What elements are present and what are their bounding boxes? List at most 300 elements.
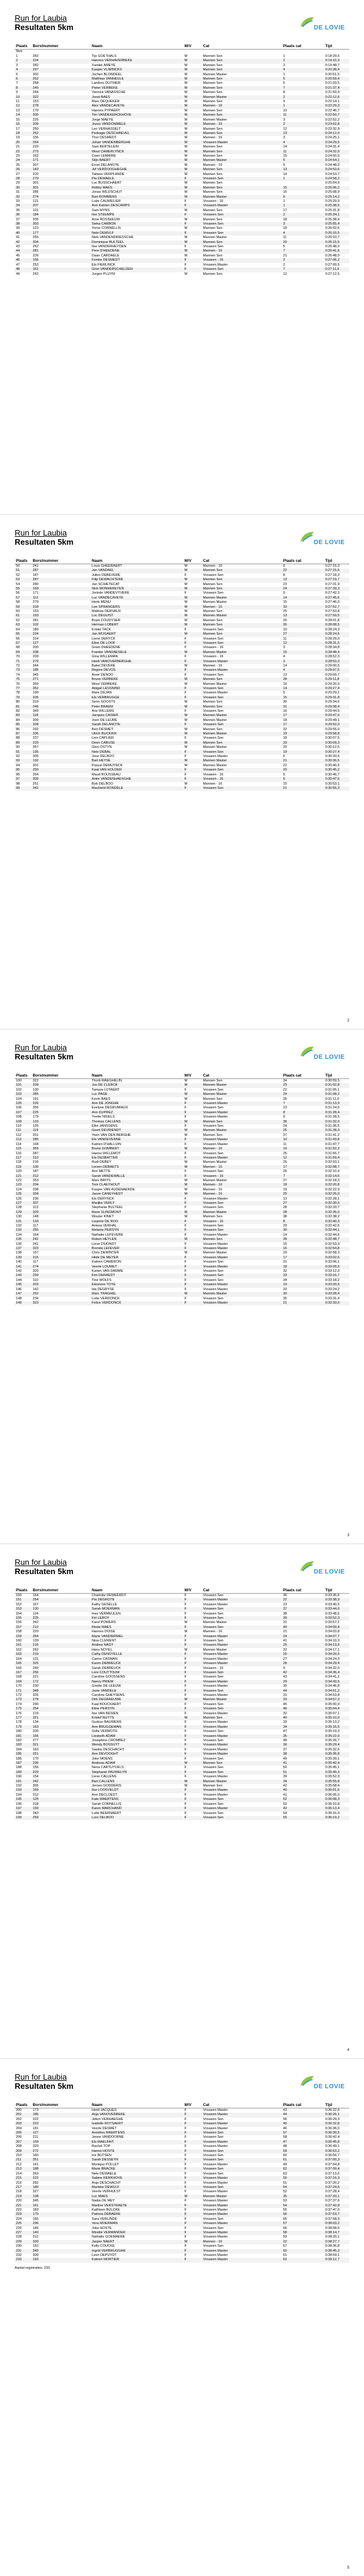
table-row (15, 2127, 349, 2131)
table-row (15, 1662, 349, 1666)
cell-borstnummer: 205 (32, 217, 39, 222)
cell-gender: M (184, 1192, 202, 1197)
cell-plaats-cat: 38 (282, 1752, 324, 1757)
cell-gender: F (184, 1256, 202, 1260)
cell-tijd: 0:33:28,4 (324, 1292, 349, 1296)
table-row (15, 150, 349, 154)
cell-naam: Eline PERSYN (91, 1707, 184, 1711)
cell-borstnummer: 271 (32, 678, 91, 682)
cell-plaats: 139 (15, 1256, 32, 1260)
cell-naam: Stijn BAERT (91, 159, 184, 163)
cell-plaats: 217 (15, 2186, 32, 2190)
table-row (15, 619, 349, 623)
cell-borstnummer: 301 (32, 763, 39, 767)
table-row (15, 1739, 349, 1743)
cell-cat: Mannen Master (202, 600, 227, 605)
cell-naam: Veerle LOUWET (91, 1265, 184, 1269)
cell-plaats-cat: 30 (282, 1228, 324, 1233)
cell-plaats: 98 (16, 782, 20, 786)
table-row (15, 1183, 349, 1187)
cell-plaats: 87 (15, 732, 32, 736)
cell-naam: Griet VANDERSCHELDEN (91, 267, 184, 272)
cell-naam: Ruben HEYLEN (91, 1238, 184, 1242)
cell-plaats-cat: 42 (282, 1671, 324, 1675)
cell-plaats-cat: 47 (283, 1730, 287, 1734)
table-row (15, 664, 349, 668)
cell-borstnummer: 281 (32, 249, 91, 253)
table-row (15, 1115, 349, 1119)
cell-naam: Kathleen BULCKE (91, 2208, 121, 2212)
cell-cat: Mannen - 16 (202, 564, 223, 568)
cell-cat: Vrouwen Master (202, 1256, 282, 1260)
table-row (15, 1771, 349, 1775)
cell-cat: Mannen Sen (202, 1133, 223, 1137)
cell-naam: Nancy PRIEM (91, 1680, 184, 1684)
cell-plaats-cat: 7 (282, 1174, 324, 1179)
cell-tijd: 0:36:13,4 (324, 1807, 349, 1811)
cell-gender: F (184, 1301, 202, 1305)
cell-cat: Mannen Master (202, 759, 282, 763)
cell-gender: M (184, 678, 202, 682)
cell-tijd: 0:24:54,1 (324, 159, 349, 163)
table-row (15, 623, 349, 627)
cell-plaats: 211 (15, 2158, 32, 2162)
cell-plaats: 34 (15, 204, 32, 208)
cell-gender: F (184, 1739, 187, 1742)
cell-cat: Vrouwen Sen (202, 1739, 224, 1742)
cell-plaats: 108 (16, 1115, 22, 1119)
cell-gender: F (184, 1662, 202, 1666)
cell-tijd: 0:38:14,7 (324, 2231, 349, 2235)
table-row (15, 655, 349, 659)
cell-tijd: 0:27:45,6 (324, 596, 349, 600)
cell-naam: Lieve CALLENS (91, 1775, 117, 1779)
cell-cat: Vrouwen Master (202, 1197, 228, 1201)
cell-naam: Tatiano VERPLANDE (91, 172, 125, 176)
cell-naam: Hanne WILLEMOT (91, 1151, 121, 1155)
cell-gender: F (184, 2176, 202, 2181)
table-row (15, 1120, 349, 1124)
cell-tijd: 0:27:15,6 (324, 569, 349, 573)
cell-cat: Mannen Master (202, 72, 227, 77)
cell-naam: Nele DEWAELE (91, 2171, 117, 2176)
cell-gender: F (184, 1242, 187, 1246)
cell-gender: F (184, 1775, 187, 1779)
cell-cat: Mannen Master (202, 732, 282, 736)
cell-plaats: 123 (15, 1183, 32, 1187)
cell-gender: M (184, 596, 202, 600)
cell-plaats: 159 (15, 1635, 32, 1639)
col-header-naam: Naam (91, 43, 184, 50)
table-row (15, 1301, 349, 1305)
cell-tijd: 0:33:06,1 (325, 1260, 340, 1264)
cell-naam: Ilse VANDERHEYDEN (91, 245, 127, 249)
table-row (15, 1102, 349, 1106)
cell-cat: Mannen Sen (202, 154, 223, 158)
results-table (15, 1587, 349, 1820)
cell-plaats: 137 (15, 1247, 32, 1251)
table-row (15, 1147, 349, 1151)
table-row (15, 1793, 349, 1798)
cell-cat: Mannen Sen (202, 632, 282, 637)
cell-tijd: 0:27:31,9 (325, 582, 340, 586)
cell-plaats-cat: 41 (282, 1761, 324, 1766)
table-row (15, 741, 349, 745)
cell-cat: Mannen Master (202, 714, 282, 718)
cell-plaats-cat: 31 (283, 1621, 287, 1625)
cell-borstnummer: 225 (32, 1616, 91, 1621)
table-row (15, 154, 349, 159)
cell-naam: Elke JANSSENS (91, 1124, 117, 1129)
cell-gender: M (184, 241, 202, 245)
cell-cat: Vrouwen Sen (202, 2244, 224, 2249)
cell-plaats-cat: 18 (282, 1183, 324, 1187)
cell-tijd: 0:27:06,2 (324, 258, 349, 263)
cell-naam: Mathias DERVAUX (91, 610, 121, 614)
cell-gender: M (184, 1147, 202, 1151)
cell-naam: Nadia DE MEY (91, 2199, 115, 2203)
cell-cat: Vrouwen Sen (202, 1260, 224, 1264)
cell-gender: M (184, 127, 188, 131)
cell-borstnummer: 285 (32, 1138, 91, 1142)
cell-naam: Kiri LEROY (91, 1616, 184, 1621)
cell-plaats: 14 (15, 113, 32, 118)
cell-plaats: 214 (16, 2171, 22, 2176)
cell-borstnummer: 264 (32, 1635, 91, 1639)
cell-cat: Vrouwen Sen (202, 1106, 224, 1110)
cell-cat: Vrouwen Master (202, 1657, 228, 1661)
table-row (15, 1716, 349, 1720)
cell-gender: M (184, 1716, 202, 1720)
cell-tijd: 0:25:29,9 (325, 200, 340, 203)
results-page (0, 2059, 364, 2576)
cell-cat: Vrouwen - 16 (202, 777, 282, 782)
cell-cat: Mannen Master (202, 1160, 227, 1165)
cell-plaats-cat: 34 (283, 1079, 287, 1083)
cell-borstnummer: 343 (32, 1811, 39, 1815)
cell-plaats-cat: 35 (282, 1734, 324, 1739)
table-row (15, 1621, 349, 1625)
cell-tijd: 0:32:40,3 (324, 1220, 349, 1224)
cell-plaats-cat: 41 (283, 1639, 287, 1643)
cell-plaats-cat: 23 (283, 1106, 287, 1110)
cell-plaats: 68 (16, 646, 20, 650)
table-row (15, 628, 349, 632)
cell-gender: F (184, 1635, 202, 1639)
table-row (15, 1297, 349, 1301)
cell-borstnummer: 318 (32, 605, 91, 610)
cell-gender: M (184, 1129, 202, 1133)
table-row (15, 177, 349, 181)
cell-plaats-cat: 46 (283, 2126, 287, 2130)
cell-gender: M (184, 81, 188, 86)
cell-cat: Vrouwen Sen (202, 1206, 224, 1210)
cell-borstnummer: 130 (32, 1088, 39, 1092)
table-row (15, 249, 349, 253)
cell-plaats-cat: 39 (282, 1616, 324, 1621)
cell-borstnummer: 302 (32, 72, 39, 77)
cell-naam: Herman LOBERT (91, 623, 184, 627)
cell-borstnummer: 171 (32, 159, 91, 163)
cell-naam: Pere D'HEEDENE (91, 249, 184, 253)
cell-borstnummer: 117 (32, 1260, 39, 1264)
cell-plaats-cat: 60 (283, 2154, 287, 2158)
table-row (15, 91, 349, 95)
cell-plaats: 54 (16, 582, 20, 586)
cell-borstnummer: 282 (32, 2181, 39, 2185)
table-row (15, 173, 349, 177)
cell-plaats-cat: 11 (283, 236, 287, 240)
cell-plaats-cat: 50 (283, 1766, 287, 1770)
table-row (15, 610, 349, 614)
cell-naam: Josephine CROMBEZ (91, 1739, 126, 1742)
cell-naam: Jan WIJGAERT (91, 632, 184, 637)
cell-borstnummer: 212 (32, 1626, 91, 1630)
cell-plaats: 65 (15, 632, 32, 637)
cell-naam: Gina WILLEMAN (91, 655, 118, 659)
cell-borstnummer: 157 (32, 1251, 39, 1255)
cell-plaats-cat: 61 (283, 2253, 287, 2257)
table-row (15, 1265, 349, 1269)
cell-plaats: 206 (16, 2135, 22, 2140)
cell-gender: F (184, 1725, 202, 1730)
cell-plaats-cat: 16 (283, 709, 287, 713)
cell-gender: M (184, 159, 202, 163)
cell-plaats: 105 (15, 1102, 32, 1106)
cell-borstnummer: 164 (32, 1233, 39, 1237)
cell-plaats-cat: 34 (282, 1780, 324, 1784)
cell-cat: Vrouwen Sen (202, 267, 282, 272)
cell-tijd: 0:34:32,0 (325, 1666, 340, 1670)
cell-cat: Mannen Master (202, 1780, 282, 1784)
cell-tijd: 0:30:45,2 (324, 768, 349, 772)
cell-plaats: 150 (16, 1594, 22, 1597)
table-row (15, 2140, 349, 2145)
cell-tijd: 0:35:35,8 (324, 1752, 349, 1757)
cell-plaats-cat: 29 (283, 1251, 287, 1255)
table-row (15, 1228, 349, 1233)
cell-plaats-cat: 5 (283, 163, 285, 167)
cell-gender: M (184, 141, 202, 145)
table-row (15, 777, 349, 782)
cell-naam: Sarah DELANOTE (91, 723, 184, 727)
cell-plaats: 102 (16, 1088, 22, 1092)
cell-plaats-cat: 14 (282, 687, 324, 691)
cell-borstnummer: 188 (32, 2167, 91, 2171)
cell-plaats: 158 (16, 1630, 22, 1634)
cell-gender: F (184, 1689, 202, 1693)
cell-naam: Sofie VERMOTE (91, 1730, 117, 1734)
cell-borstnummer: 221 (32, 1675, 39, 1679)
cell-plaats-cat: 28 (282, 1662, 324, 1666)
cell-tijd: 0:34:53,8 (325, 1693, 340, 1697)
cell-naam: Lieven DEBAETS (91, 1165, 184, 1170)
cell-tijd: 0:32:03,1 (325, 1160, 340, 1165)
cell-plaats: 135 (15, 1238, 32, 1242)
cell-borstnummer: 314 (32, 637, 39, 641)
cell-naam: Daan CARDAELE (91, 253, 120, 258)
cell-borstnummer: 138 (32, 2195, 91, 2199)
table-row (15, 587, 349, 591)
cell-gender: M (184, 1784, 188, 1788)
cell-cat: Vrouwen Sen (202, 1607, 282, 1611)
table-row (15, 2253, 349, 2258)
cell-tijd: 0:28:31,5 (324, 641, 349, 646)
cell-naam: Louis GHEERAERT (91, 564, 122, 568)
table-row (15, 1165, 349, 1170)
cell-cat: Vrouwen Master (202, 2204, 282, 2208)
cell-tijd: 0:35:32,6 (325, 1747, 340, 1752)
cell-plaats: 227 (15, 2231, 32, 2235)
cell-plaats: 51 (15, 569, 32, 573)
cell-gender: F (184, 1278, 187, 1282)
cell-plaats-cat: 7 (282, 267, 324, 272)
cell-cat: Vrouwen - 16 (202, 1666, 223, 1670)
cell-naam: Kate MAERTENS (91, 1798, 184, 1802)
cell-cat: Vrouwen Master (202, 1743, 282, 1747)
table-row (15, 569, 349, 573)
cell-borstnummer: 193 (32, 2258, 91, 2262)
cell-cat: Vrouwen Master (202, 1807, 282, 1811)
cell-plaats: 190 (16, 1775, 22, 1779)
cell-plaats-cat: 28 (283, 1206, 287, 1210)
cell-plaats-cat: 59 (283, 2235, 287, 2239)
cell-plaats: 187 (15, 1761, 32, 1766)
registration-count: Aantal registraties: 233 (15, 2266, 50, 2270)
table-row (15, 678, 349, 682)
cell-plaats: 8 (15, 86, 32, 91)
cell-naam: Bart ROMMENS (91, 195, 184, 200)
cell-plaats: 163 (15, 1652, 32, 1657)
cell-plaats-cat: 21 (283, 253, 287, 258)
cell-tijd: 0:34:10,0 (325, 1639, 340, 1643)
cell-gender: F (184, 573, 187, 577)
cell-naam: Veerle DESMET (91, 2126, 117, 2130)
cell-cat: Vrouwen Master (202, 1102, 282, 1106)
cell-plaats: 58 (16, 600, 20, 605)
cell-plaats: 60 (16, 610, 20, 614)
cell-gender: F (184, 591, 187, 595)
cell-plaats: 144 (16, 1278, 22, 1282)
cell-naam: Ida DEGRYSE (91, 1287, 114, 1291)
cell-plaats-cat: 9 (283, 1666, 285, 1670)
cell-naam: Johan VANDENBERGHE (91, 141, 184, 145)
cell-gender: F (184, 1233, 187, 1237)
cell-tijd: 0:35:04,4 (324, 1707, 349, 1711)
cell-gender: M (184, 605, 202, 610)
cell-plaats: 212 (16, 2162, 22, 2167)
cell-naam: Wout VERBEKE (91, 682, 117, 686)
cell-tijd: 0:31:02,8 (324, 1083, 349, 1088)
cell-borstnummer: 153 (32, 100, 39, 104)
cell-plaats-cat: 1 (283, 200, 285, 203)
cell-gender: M (184, 154, 188, 158)
cell-gender: M (184, 1630, 188, 1634)
cell-borstnummer: 236 (32, 1761, 91, 1766)
cell-gender: M (184, 122, 202, 127)
cell-naam: Tine WOLFS (91, 1278, 112, 1282)
cell-tijd: 0:36:36,0 (325, 2126, 340, 2130)
cell-cat: Mannen - 16 (202, 249, 282, 253)
cell-gender: F (184, 1626, 202, 1630)
cell-gender: M (184, 217, 188, 222)
cell-plaats: 191 (15, 1780, 32, 1784)
cell-cat: Mannen Master (202, 1648, 227, 1652)
cell-plaats-cat: 3 (282, 222, 324, 226)
cell-cat: Mannen Master (202, 95, 282, 100)
cell-gender: F (184, 2131, 202, 2135)
cell-plaats: 149 (15, 1301, 32, 1305)
cell-tijd: 0:32:44,6 (325, 1233, 340, 1237)
table-row (15, 600, 349, 605)
cell-borstnummer: 142 (32, 1287, 39, 1291)
cell-gender: M (184, 113, 202, 118)
cell-gender: M (184, 610, 188, 614)
results-subtitle: Resultaten 5km (15, 1567, 74, 1576)
cell-cat: Vrouwen Master (202, 668, 282, 673)
cell-cat: Vrouwen - 16 (202, 655, 223, 659)
cell-borstnummer: 263 (32, 2171, 39, 2176)
col-header-naam: Naam (91, 558, 184, 564)
cell-tijd: 0:22:12,6 (324, 95, 349, 100)
cell-borstnummer: 229 (32, 741, 91, 745)
cell-plaats: 124 (16, 1187, 22, 1192)
cell-cat: Mannen Sen (202, 127, 223, 131)
cell-tijd: 0:35:16,5 (324, 1725, 349, 1730)
cell-borstnummer: 264 (32, 772, 39, 777)
cell-plaats-cat: 13 (282, 132, 324, 136)
table-row (15, 195, 349, 200)
cell-tijd: 0:36:10,8 (325, 1802, 340, 1806)
cell-gender: F (184, 2212, 202, 2217)
cell-cat: Mannen Sen (202, 217, 223, 222)
cell-gender: M (184, 208, 188, 212)
table-row (15, 1156, 349, 1160)
cell-plaats: 112 (16, 1133, 21, 1137)
cell-borstnummer: 277 (32, 1739, 39, 1742)
cell-naam: Ann DE JONGHE (91, 1102, 184, 1106)
cell-plaats: 30 (15, 186, 32, 190)
table-row (15, 272, 349, 277)
cell-plaats: 177 (15, 1716, 32, 1720)
cell-plaats: 136 (16, 1242, 22, 1246)
cell-cat: Vrouwen Sen (202, 1224, 224, 1228)
table-row (15, 2131, 349, 2135)
cell-tijd: 0:35:19,3 (325, 1730, 340, 1734)
cell-tijd: 0:32:33,7 (325, 1206, 340, 1210)
cell-gender: M (184, 1251, 188, 1255)
cell-tijd: 0:26:41,6 (324, 249, 349, 253)
cell-naam: Joke HOSTE (91, 2226, 112, 2230)
cell-plaats-cat: 15 (282, 696, 324, 700)
cell-tijd: 0:35:10,0 (324, 1716, 349, 1720)
page-number: 5 (347, 2566, 349, 2570)
table-row (15, 1233, 349, 1238)
cell-cat: Mannen Sen (202, 68, 282, 72)
cell-cat: Vrouwen Sen (202, 750, 282, 755)
cell-tijd: 0:31:11,0 (325, 1097, 340, 1101)
cell-plaats: 15 (16, 118, 20, 122)
cell-naam: Kevin BAES (91, 1097, 111, 1101)
cell-tijd: 0:27:09,5 (325, 263, 340, 267)
cell-naam: Kasper VLIMINCKX (91, 68, 184, 72)
cell-naam: Katrien D'HALLUIN (91, 1142, 121, 1146)
de-lovie-logo (299, 531, 348, 550)
cell-plaats: 213 (15, 2167, 32, 2171)
cell-cat: Mannen Master (202, 1621, 227, 1625)
cell-tijd: 0:28:24,3 (325, 627, 340, 632)
de-lovie-logo (299, 16, 348, 35)
